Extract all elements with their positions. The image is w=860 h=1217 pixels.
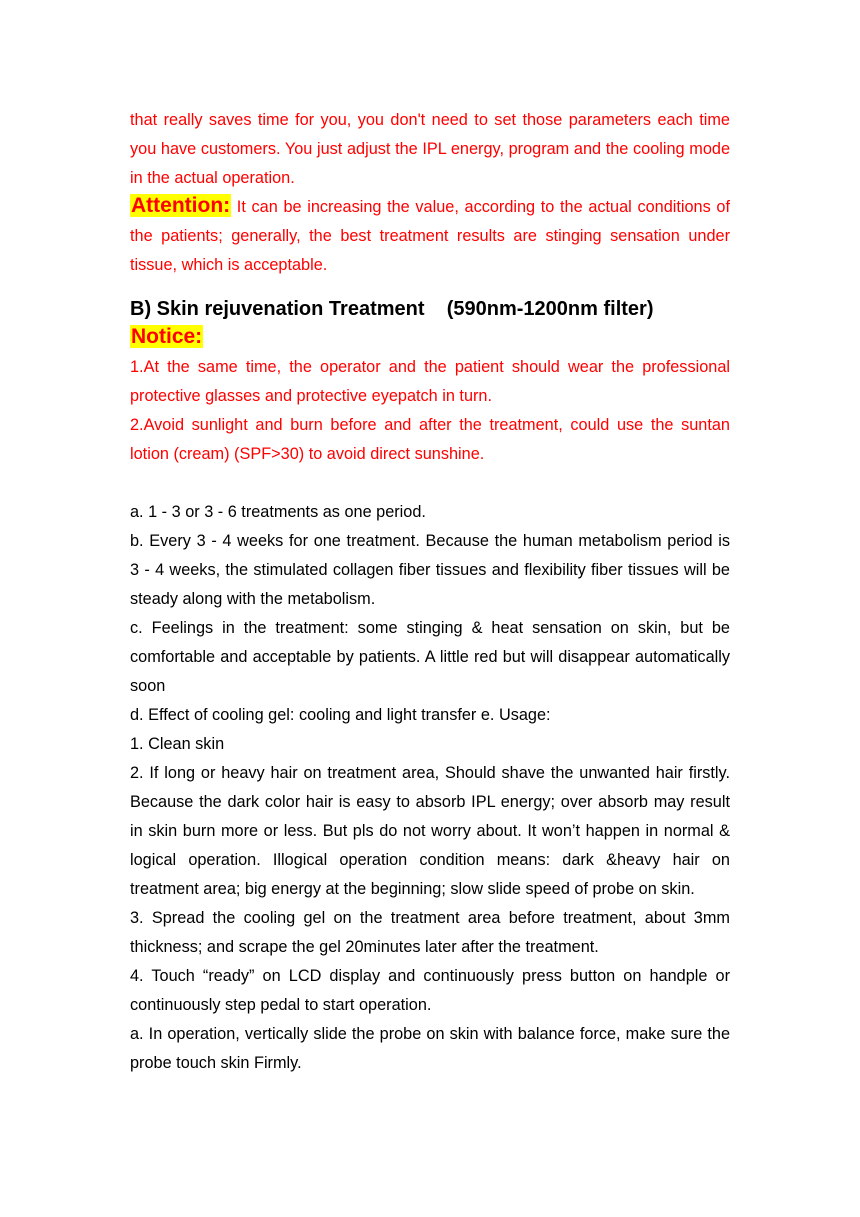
attention-paragraph — [130, 193, 730, 280]
attention-label: Attention: — [131, 194, 231, 217]
notice-item-2: 2.Avoid sunlight and burn before and after the treatment, could use the suntan lotion (cream) (SPF>30) to avoid direct sunshine. — [130, 416, 730, 463]
notice-label: Notice: — [131, 325, 203, 348]
section-b-heading: B) Skin rejuvenation Treatment (590nm-1200nm filter) — [130, 298, 654, 320]
blank-line — [130, 469, 730, 498]
notice-line — [130, 324, 730, 353]
notice-item-1: 1.At the same time, the operator and the patient should wear the professional protective glasses and protective eyepatch in turn. — [130, 358, 730, 405]
operation-step-a: a. In operation, vertically slide the probe on skin with balance force, make sure the probe touch skin Firmly. — [130, 1025, 730, 1072]
usage-step-4: 4. Touch “ready” on LCD display and continuously press button on handple or continuously step pedal to start operation. — [130, 967, 730, 1014]
usage-step-2: 2. If long or heavy hair on treatment area, Should shave the unwanted hair firstly. Because the dark color hair is easy to absorb IPL energy; over absorb may result in skin burn more or less. But pls do not worry about. It won’t happen in normal & logical operation. Illogical operation condition means: dark &heavy hair on treatment area; big energy at the beginning; slow slide speed of probe on skin. — [130, 764, 730, 898]
attention-text: It can be increasing the value, according to the actual conditions of the patients; generally, the best treatment results are stinging sensation under tissue, which is acceptable. — [130, 198, 730, 274]
instruction-cooling-gel: d. Effect of cooling gel: cooling and light transfer e. Usage: — [130, 706, 551, 724]
usage-step-1: 1. Clean skin — [130, 735, 225, 753]
instruction-feelings: c. Feelings in the treatment: some stinging & heat sensation on skin, but be comfortable and acceptable by patients. A little red but will disappear automatically soon — [130, 619, 730, 695]
usage-step-3: 3. Spread the cooling gel on the treatment area before treatment, about 3mm thickness; and scrape the gel 20minutes later after the treatment. — [130, 909, 730, 956]
instruction-period: a. 1 - 3 or 3 - 6 treatments as one period. — [130, 503, 426, 521]
instructions-block — [130, 498, 730, 1078]
intro-paragraph: that really saves time for you, you don't need to set those parameters each time you have customers. You just adjust the IPL energy, program and the cooling mode in the actual operation. — [130, 111, 730, 187]
instruction-frequency: b. Every 3 - 4 weeks for one treatment. Because the human metabolism period is 3 - 4 weeks, the stimulated collagen fiber tissues and flexibility fiber tissues will be steady along with the metabolism. — [130, 532, 730, 608]
